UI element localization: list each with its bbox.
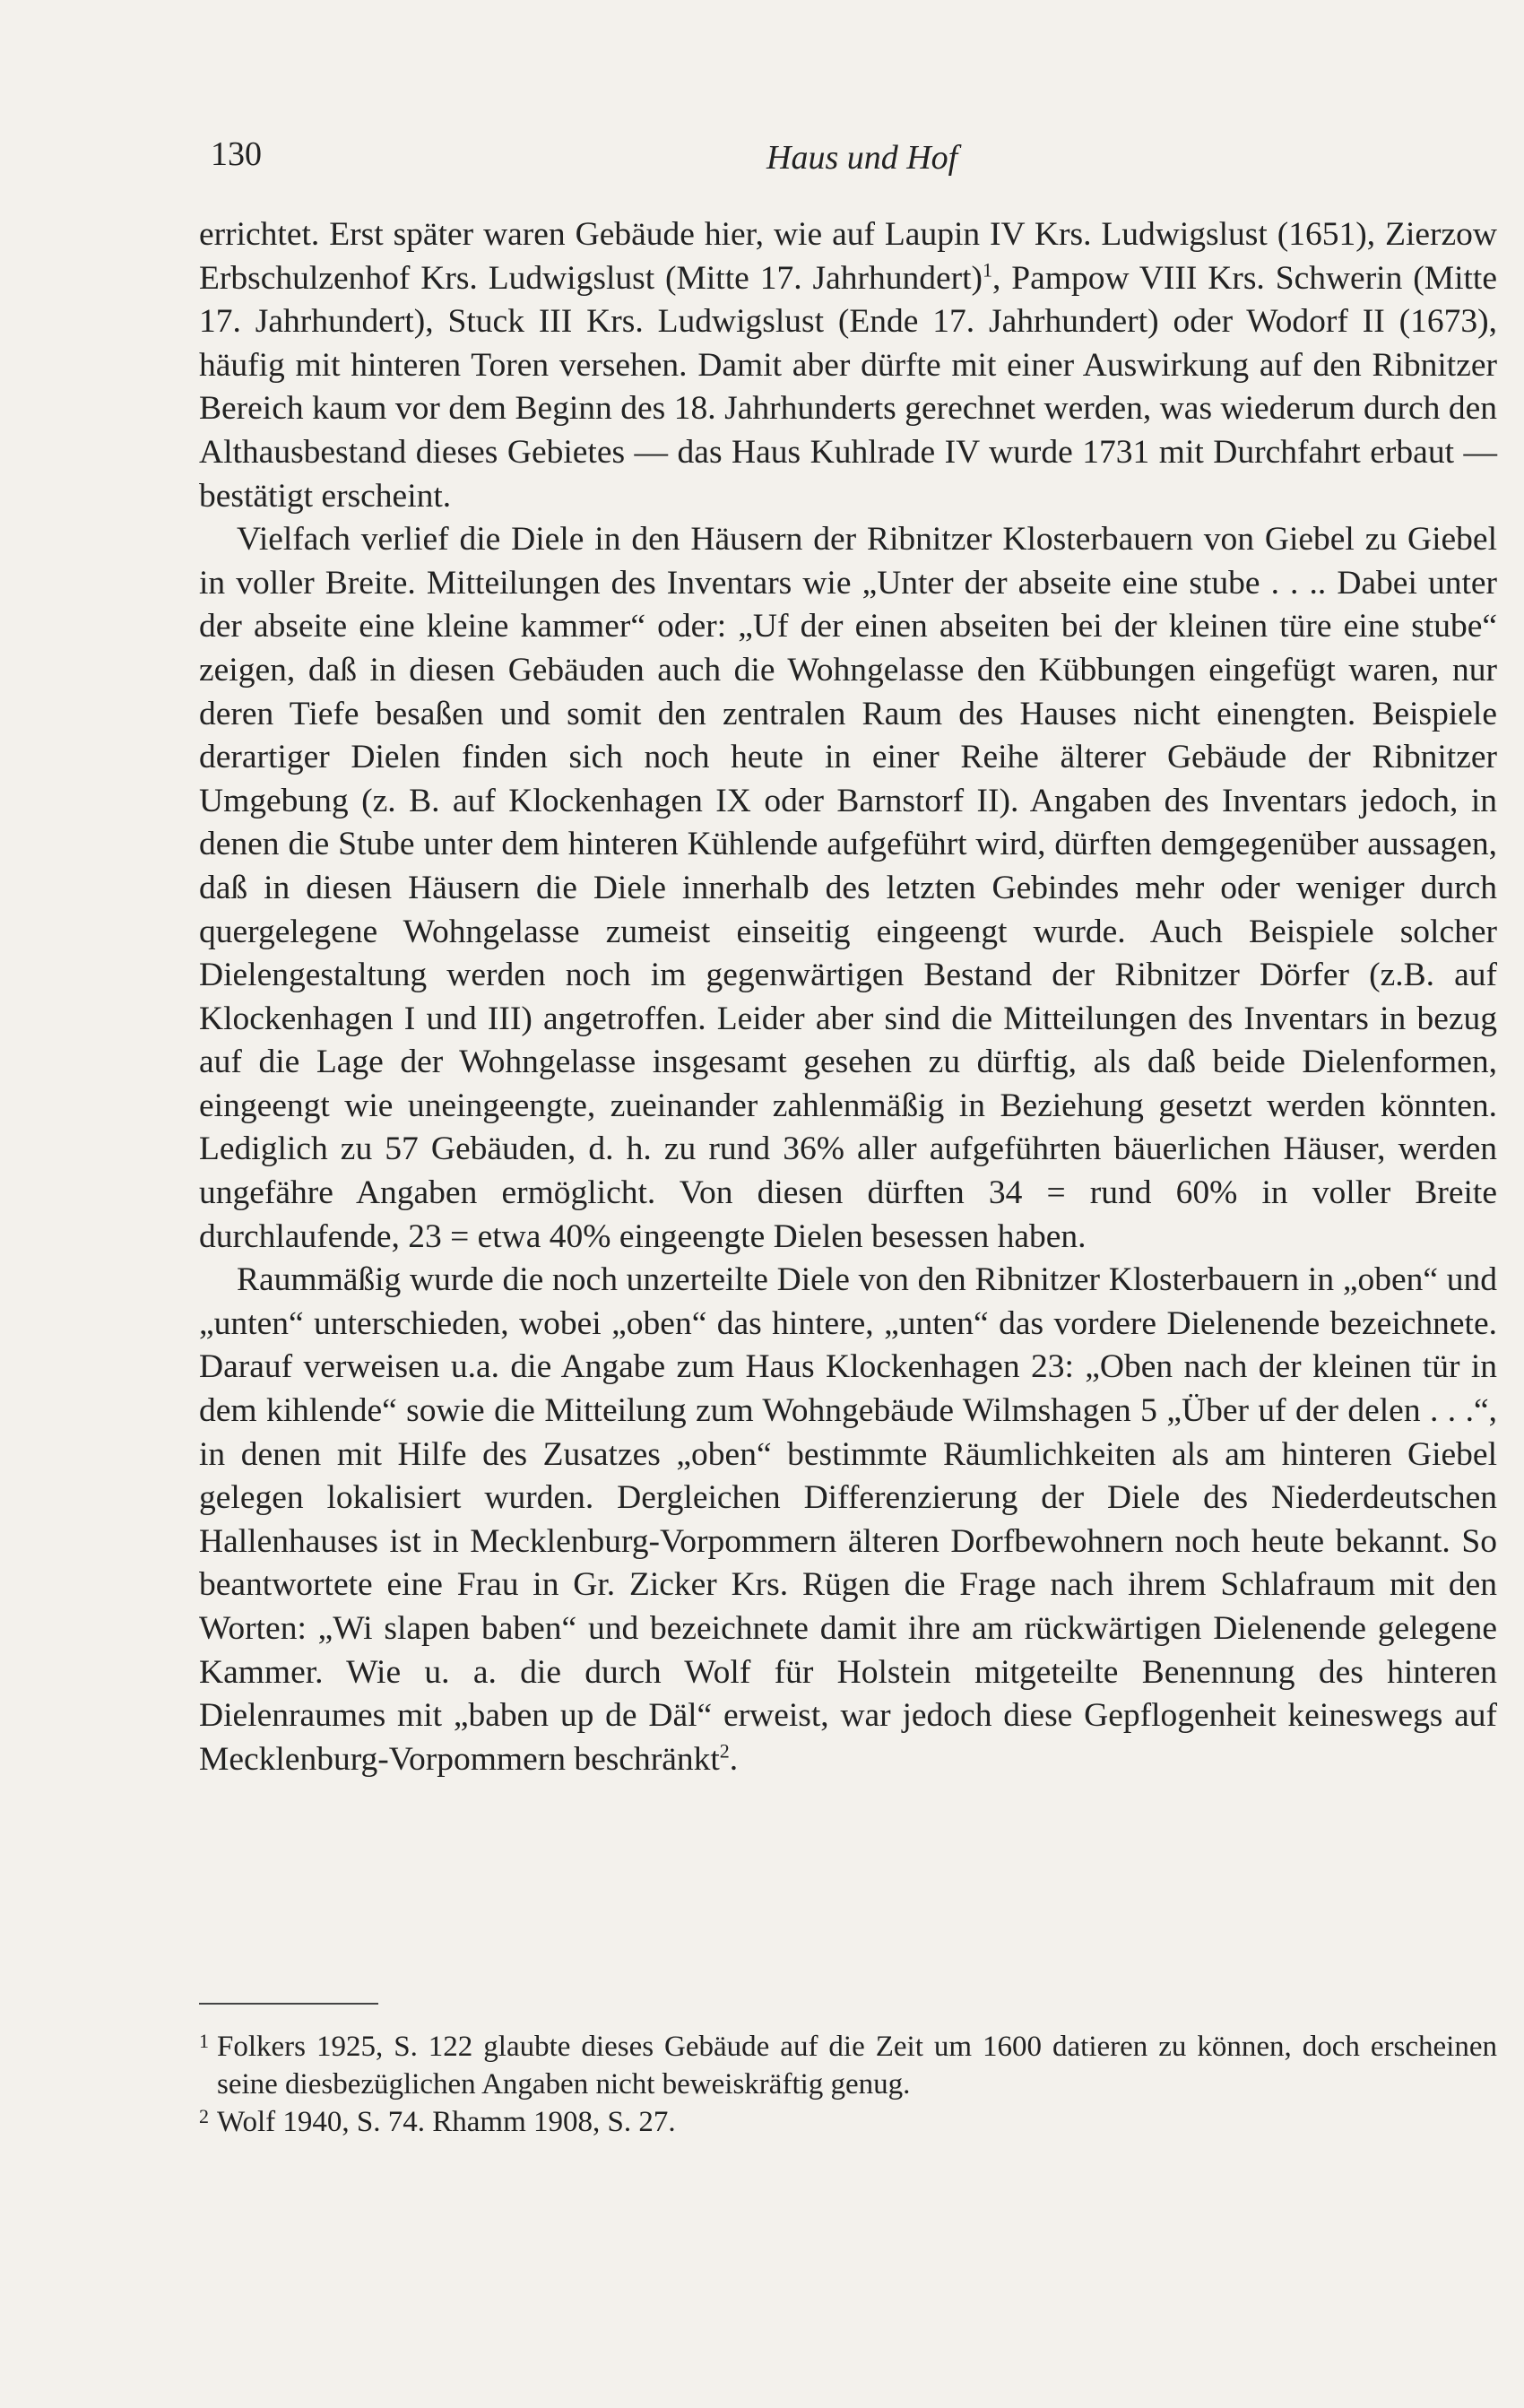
footnote-2-mark: 2: [199, 2105, 209, 2127]
paragraph-1-text-a: errichtet. Erst später waren Gebäude hier, wie auf Laupin IV Krs. Ludwigslust (1651), Zierzow Erbschulzenhof Krs. Ludwigslust (Mitte 17. Jahrhundert): [199, 216, 1497, 297]
paragraph-1: [199, 213, 1497, 518]
page-number: 130: [211, 135, 262, 173]
footnote-1: [199, 2028, 1497, 2103]
page-header: [211, 134, 1497, 188]
footnotes: [199, 2028, 1497, 2141]
paragraph-3-text-b: .: [729, 1740, 739, 1778]
footnote-2-text: Wolf 1940, S. 74. Rhamm 1908, S. 27.: [217, 2106, 676, 2138]
footnote-divider: [199, 2003, 378, 2005]
footnote-ref-1: 1: [983, 258, 993, 282]
footnote-1-mark: 1: [199, 2030, 209, 2052]
paragraph-1-text-b: , Pampow VIII Krs. Schwerin (Mitte 17. Jahrhundert), Stuck III Krs. Ludwigslust (Ende 17. Jahrhundert) oder Wodorf II (1673), häufig mit hinteren Toren versehen. Damit aber dürfte mit einer Auswirkung auf den Ribnitzer Bereich kaum vor dem Beginn des 18. Jahrhunderts gerechnet werden, was wiederum durch den Althausbestand dieses Gebietes — das Haus Kuhlrade IV wurde 1731 mit Durchfahrt erbaut — bestätigt erscheint.: [199, 259, 1497, 515]
paragraph-2-text: Vielfach verlief die Diele in den Häusern der Ribnitzer Klosterbauern von Giebel zu Giebel in voller Breite. Mitteilungen des Inventars wie „Unter der abseite eine stube . . .. Dabei unter der abseite eine kleine kammer“ oder: „Uf der einen abseiten bei der kleinen türe eine stube“ zeigen, daß in diesen Gebäuden auch die Wohngelasse den Kübbungen eingefügt waren, nur deren Tiefe besaßen und somit den zentralen Raum des Hauses nicht einengten. Beispiele derartiger Dielen finden sich noch heute in einer Reihe älterer Gebäude der Ribnitzer Umgebung (z. B. auf Klockenhagen IX oder Barnstorf II). Angaben des Inventars jedoch, in denen die Stube unter dem hinteren Kühlende aufgeführt wird, dürften demgegenüber aussagen, daß in diesen Häusern die Diele innerhalb des letzten Gebindes mehr oder weniger durch quergelegene Wohngelasse zumeist einseitig eingeengt wurde. Auch Beispiele solcher Dielengestaltung werden noch im gegenwärtigen Bestand der Ribnitzer Dörfer (z.B. auf Klockenhagen I und III) angetroffen. Leider aber sind die Mitteilungen des Inventars in bezug auf die Lage der Wohngelasse insgesamt gesehen zu dürftig, als daß beide Dielenformen, eingeengt wie uneingeengte, zueinander zahlenmäßig in Beziehung gesetzt werden könnten. Lediglich zu 57 Gebäuden, d. h. zu rund 36% aller aufgeführten bäuerlichen Häuser, werden ungefähre Angaben ermöglicht. Von diesen dürften 34 = rund 60% in voller Breite durchlaufende, 23 = etwa 40% eingeengte Dielen besessen haben.: [199, 521, 1497, 1255]
footnote-ref-2: 2: [719, 1739, 730, 1763]
body-text: [199, 213, 1497, 1781]
paragraph-3: [199, 1259, 1497, 1781]
running-title: Haus und Hof: [766, 139, 958, 177]
footnote-2: [199, 2103, 1497, 2141]
footnote-1-text: Folkers 1925, S. 122 glaubte dieses Gebäude auf die Zeit um 1600 datieren zu können, doch erscheinen seine diesbezüglichen Angaben nicht beweiskräftig genug.: [217, 2031, 1497, 2101]
paragraph-3-text-a: Raummäßig wurde die noch unzerteilte Diele von den Ribnitzer Klosterbauern in „oben“ und „unten“ unterschieden, wobei „oben“ das hintere, „unten“ das vordere Dielenende bezeichnete. Darauf verweisen u.a. die Angabe zum Haus Klockenhagen 23: „Oben nach der kleinen tür in dem kihlende“ sowie die Mitteilung zum Wohngebäude Wilmshagen 5 „Über uf der delen . . .“, in denen mit Hilfe des Zusatzes „oben“ bestimmte Räumlichkeiten als am hinteren Giebel gelegen lokalisiert wurden. Dergleichen Differenzierung der Diele des Niederdeutschen Hallenhauses ist in Mecklenburg-Vorpommern älteren Dorfbewohnern noch heute bekannt. So beantwortete eine Frau in Gr. Zicker Krs. Rügen die Frage nach ihrem Schlafraum mit den Worten: „Wi slapen baben“ und bezeichnete damit ihre am rückwärtigen Dielenende gelegene Kammer. Wie u. a. die durch Wolf für Holstein mitgeteilte Benennung des hinteren Dielenraumes mit „baben up de Däl“ erweist, war jedoch diese Gepflogenheit keineswegs auf Mecklenburg-Vorpommern beschränkt: [199, 1261, 1497, 1778]
paragraph-2: [199, 518, 1497, 1259]
